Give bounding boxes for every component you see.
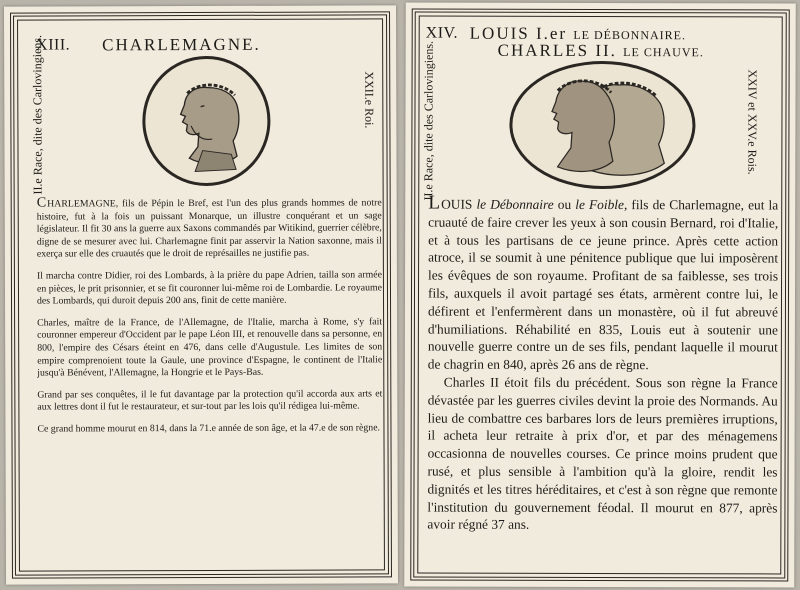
card-title-line2: [498, 41, 704, 62]
side-text-left: II.e Race, dite des Carlovingiens.: [421, 40, 436, 201]
paragraph: Charles II étoit fils du précédent. Sous son règne la France dévastée par les guerres civiles devint la proie des Normands. Au lieu de combattre ces barbares lors de leurs premières irruptions, il acheta leur retraite à prix d'or, et par des ménagemens occasionna de nouvelles courses. Ce prince moins prudent que rusé, et plus sensible à l'ambition qu'à la gloire, rendit les dignités et les titres héréditaires, et c'est à son règne que remonte l'institution du gouvernement féodal. Il mourut en 877, après avoir régné 37 ans.: [427, 374, 778, 533]
king-name: OUIS: [441, 196, 473, 212]
right-card-body: [427, 192, 779, 535]
card-number: XIII.: [36, 36, 71, 54]
double-profile-image: [512, 64, 692, 186]
card-title: CHARLEMAGNE.: [102, 34, 261, 55]
epithet: le Débonnaire: [476, 196, 554, 212]
paragraph: [427, 192, 779, 375]
side-text-right: XXIV et XXV.e Rois.: [745, 69, 760, 175]
card-louis-charles: [404, 2, 796, 587]
drop-cap: C: [36, 194, 48, 211]
left-card-body: [37, 195, 383, 445]
card-charlemagne: [4, 5, 398, 584]
paragraph: [37, 195, 382, 261]
title-epithet: LE DÉBONNAIRE.: [573, 27, 687, 43]
paragraph: Il marcha contre Didier, roi des Lombards, à la prière du pape Adrien, tailla son armée en pièces, le prit prisonnier, et se fit couronner lui-même roi de Lombardie. Le royaume des Lombards, qui duroit depuis 200 ans, finit de cette manière.: [36, 269, 382, 307]
paragraph: Grand par ses conquêtes, il le fut davantage par la protection qu'il accorda aux arts et aux lettres dont il fut le restaurateur, et sur-tout par les lois qu'il rédigea lui-même.: [37, 388, 383, 413]
paragraph-text: HARLEMAGNE, fils de Pépin le Bref, est l'un des plus grands hommes de notre histoire, fut à la fois un puissant Monarque, un illustre conquérant et un sage législateur. Il fit 30 ans la guerre aux Saxons commandés par Witikind, guerrier célèbre, digne de se mesurer avec lui. Charlemagne finit par asservir la Nation saxonne, mais il exerça sur elle des cruautés que le droit de représailles ne justifie pas.: [36, 197, 382, 260]
portrait-medallion: [509, 61, 695, 189]
title-name: LOUIS I.er: [469, 23, 568, 43]
paragraph: Ce grand homme mourut en 814, dans la 71.e année de son âge, et la 47.e de son règne.: [37, 422, 380, 435]
portrait-medallion: [142, 56, 270, 186]
card-number: XIV.: [425, 24, 459, 42]
conjunction: ou: [557, 196, 572, 212]
epithet: le Foible: [575, 196, 624, 213]
drop-cap: L: [428, 192, 442, 214]
title-name: CHARLES II.: [497, 40, 617, 61]
paragraph: Charles, maître de la France, de l'Allemagne, de l'Italie, marcha à Rome, s'y fait couronner empereur d'Occident par le pape Léon III, et renouvelle dans sa personne, en 800, l'empire des Césars éteint en 476, dans celle d'Augustule. Les limites de son empire comprenoient toute la Gaule, une province d'Espagne, le continent de l'Italie jusqu'à Bénévent, l'Allemagne, la Hongrie et le Pays-Bas.: [37, 316, 383, 379]
title-epithet: LE CHAUVE.: [623, 45, 704, 60]
laureate-profile-image: [145, 59, 267, 183]
paragraph-text: , fils de Charlemagne, eut la cruauté de faire crever les yeux à son cousin Bernard, roi d'Italie, et à tous les partisans de ce jeune prince. Après cette action atroce, il se soumit à une pénitence publique que lui imposèrent les évêques de son royaume. Profitant de sa faiblesse, ses trois fils, auxquels il avoit partagé ses états, armèrent contre lui, le défirent et l'enfermèrent dans un monastère, où il fut abreuvé d'humiliations. Réhabilité en 835, Louis eut à soutenir une nouvelle guerre contre un de ses fils, pendant laquelle il mourut de chagrin en 840, après 26 ans de règne.: [427, 197, 779, 373]
side-text-left: II.e Race, dite des Carlovingiens.: [30, 34, 45, 195]
side-text-right: XXII.e Roi.: [362, 71, 377, 129]
